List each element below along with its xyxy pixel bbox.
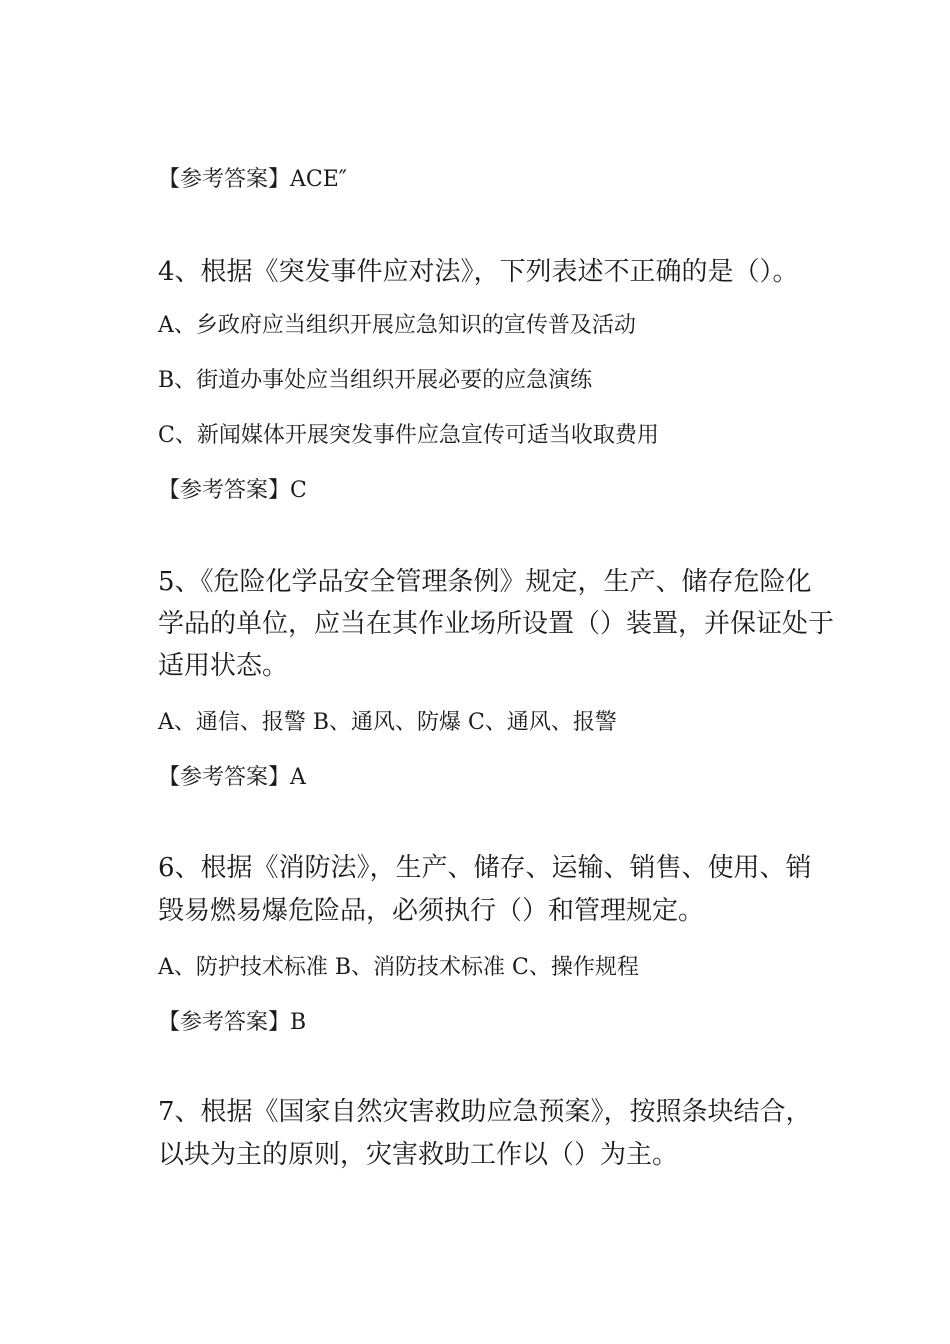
q4-option-a: A、乡政府应当组织开展应急知识的宣传普及活动 — [158, 313, 636, 338]
q4-option-c: C、新闻媒体开展突发事件应急宣传可适当收取费用 — [158, 423, 659, 448]
answer-prev: 【参考答案】ACE″ — [158, 167, 347, 192]
q5-stem-line2: 学品的单位，应当在其作业场所设置（）装置，并保证处于 — [158, 609, 835, 639]
q4-answer: 【参考答案】C — [158, 478, 307, 503]
q6-answer: 【参考答案】B — [158, 1010, 307, 1035]
q4-option-b: B、街道办事处应当组织开展必要的应急演练 — [158, 368, 593, 393]
q5-stem-line3: 适用状态。 — [158, 651, 289, 681]
q6-stem-line2: 毁易燃易爆危险品，必须执行（）和管理规定。 — [158, 896, 705, 926]
q6-stem-line1: 6、根据《消防法》，生产、储存、运输、销售、使用、销 — [158, 853, 812, 883]
q5-stem-line1: 5、《危险化学品安全管理条例》规定，生产、储存危险化 — [158, 567, 812, 597]
q4-stem: 4、根据《突发事件应对法》，下列表述不正确的是（）。 — [158, 257, 799, 287]
q7-stem-line2: 以块为主的原则，灾害救助工作以（）为主。 — [158, 1140, 679, 1170]
q6-options: A、防护技术标准 B、消防技术标准 C、操作规程 — [158, 955, 639, 980]
q7-stem-line1: 7、根据《国家自然灾害救助应急预案》，按照条块结合， — [158, 1097, 812, 1127]
q5-answer: 【参考答案】A — [158, 765, 306, 790]
q5-options: A、通信、报警 B、通风、防爆 C、通风、报警 — [158, 710, 617, 735]
